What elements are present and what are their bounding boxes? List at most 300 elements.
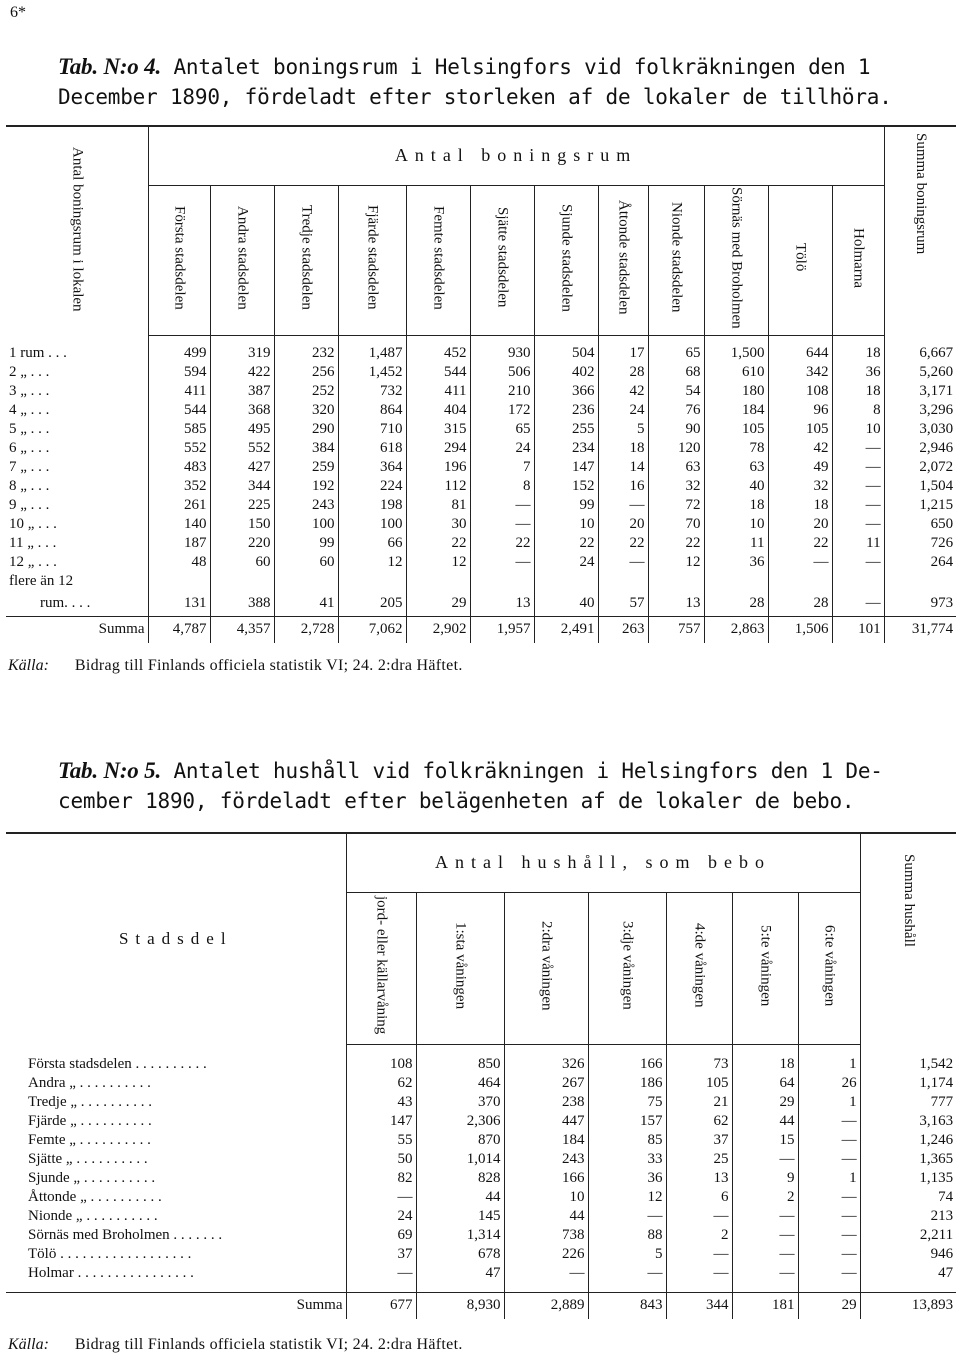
table5-row-total: 1,542: [860, 1055, 956, 1074]
table4-cell: 8: [470, 477, 534, 496]
table4-cell: 483: [184, 458, 207, 475]
table4-cell: 220: [210, 534, 274, 553]
table5-cell: 828: [416, 1169, 504, 1188]
table4-cell: 255: [534, 420, 598, 439]
table4-cell: 8: [832, 401, 884, 420]
table4-colhead-cell: [210, 186, 274, 336]
table5-cell: 26: [798, 1074, 860, 1093]
table4-cell: 504: [534, 344, 598, 363]
table4-cell: 108: [768, 382, 832, 401]
table4-cell: 315: [406, 420, 470, 439]
table5-cell: 10: [504, 1188, 588, 1207]
table4-colhead-cell: [704, 186, 768, 336]
table4-cell: —: [832, 591, 884, 617]
table4-row-label: 1 rum . . .: [6, 344, 148, 363]
table5-rowhead-cell: [6, 833, 346, 1045]
table4-row-total: 973: [884, 591, 956, 617]
table4-colhead-cell: [832, 186, 884, 336]
table4-cell: 387: [210, 382, 274, 401]
table4-row: [6, 458, 956, 477]
table5-cell: 12: [588, 1188, 666, 1207]
table5-cell: 5: [588, 1245, 666, 1264]
table5-cell: 2,306: [416, 1112, 504, 1131]
table4-row: [6, 401, 956, 420]
table5-row-total: 946: [860, 1245, 956, 1264]
table4-source-text: Bidrag till Finlands officiela statistik VI; 24. 2:dra Häftet.: [74, 657, 463, 674]
table4-source-label: Källa:: [8, 657, 49, 674]
table5-cell: —: [346, 1264, 416, 1283]
table4-row-total: 650: [884, 515, 956, 534]
table4-cell: —: [598, 496, 648, 515]
table4-row-total: 2,072: [884, 458, 956, 477]
table4-cell: 32: [648, 477, 704, 496]
table4-cell: 68: [648, 363, 704, 382]
table4-colhead: Sörnäs med Broholmen: [728, 186, 745, 329]
table4-more-label2: rum. . . .: [6, 591, 148, 617]
table4-cell: —: [832, 515, 884, 534]
table4-total-header-cell: [884, 126, 956, 336]
table5-cell: —: [798, 1131, 860, 1150]
table5-cell: 88: [588, 1226, 666, 1245]
table4-cell: 150: [210, 515, 274, 534]
table4-cell: 11: [704, 534, 768, 553]
table4-cell: 12: [406, 553, 470, 572]
table5-colhead: 5:te våningen: [757, 924, 774, 1007]
table4-cell: 49: [768, 458, 832, 477]
table4-cell: 710: [338, 420, 406, 439]
table5-cell: 43: [346, 1093, 416, 1112]
table4-cell: 57: [598, 591, 648, 617]
table4-cell: 192: [274, 477, 338, 496]
table5-row: [6, 1093, 956, 1112]
table4-cell: 32: [768, 477, 832, 496]
table4-sum-cell: 2,728: [274, 617, 338, 643]
table5-colhead-cell: [346, 893, 416, 1045]
table5-row-total: 74: [860, 1188, 956, 1207]
table4-cell: 180: [704, 382, 768, 401]
table4-cell: 256: [274, 363, 338, 382]
table4-row: [6, 534, 956, 553]
table5-colhead-cell: [798, 893, 860, 1045]
table5-cell: 1: [798, 1093, 860, 1112]
table5-cell: —: [588, 1207, 666, 1226]
table4-cell: 172: [470, 401, 534, 420]
table4-row: [6, 382, 956, 401]
table5-cell: —: [588, 1264, 666, 1283]
table4-row-total: 3,296: [884, 401, 956, 420]
table4-sum-cell: 101: [832, 617, 884, 643]
table5-cell: 15: [732, 1131, 798, 1150]
table4-cell: 60: [210, 553, 274, 572]
table4-row-label: 9 „ . . .: [6, 496, 148, 515]
table5-row-label: Holmar . . . . . . . . . . . . . . . .: [6, 1264, 346, 1283]
table4-row-more-label: [6, 572, 956, 591]
table5-cell: —: [732, 1226, 798, 1245]
table5-row-label: Sjunde „ . . . . . . . . . .: [6, 1169, 346, 1188]
table4-cell: 14: [598, 458, 648, 477]
table4-row-label: 11 „ . . .: [6, 534, 148, 553]
table5-row-total: 213: [860, 1207, 956, 1226]
table4-cell: 36: [704, 553, 768, 572]
table5-cell: 166: [504, 1169, 588, 1188]
table4-row: [6, 439, 956, 458]
table5-cell: 73: [666, 1055, 732, 1074]
table5-cell: 166: [588, 1055, 666, 1074]
table5-title-line2: cember 1890, fördeladt efter belägenheten af de lokaler de bebo.: [58, 789, 855, 813]
table5-cell: 145: [416, 1207, 504, 1226]
table4-cell: 20: [598, 515, 648, 534]
table4-row-total: 1,215: [884, 496, 956, 515]
table5-cell: —: [732, 1264, 798, 1283]
table5-row: [6, 1245, 956, 1264]
table5-sum-cell: 843: [588, 1293, 666, 1319]
table4-cell: 205: [338, 591, 406, 617]
table5-cell: 105: [666, 1074, 732, 1093]
table4-colhead-cell: [274, 186, 338, 336]
table4-cell: 42: [768, 439, 832, 458]
table5-sum-cell: 181: [732, 1293, 798, 1319]
table5-colhead: 2:dra våningen: [538, 920, 555, 1011]
table5-row: [6, 1207, 956, 1226]
table4-cell: 100: [274, 515, 338, 534]
table4-cell: 290: [274, 420, 338, 439]
table5-row-label: Tölö . . . . . . . . . . . . . . . . . .: [6, 1245, 346, 1264]
table4-cell: 352: [184, 477, 207, 494]
table4-cell: 224: [338, 477, 406, 496]
table5-colhead-cell: [732, 893, 798, 1045]
table4: [6, 125, 956, 643]
table4-cell: 99: [274, 534, 338, 553]
table4-cell: 232: [274, 344, 338, 363]
table5-total-header: Summa hushåll: [900, 854, 917, 947]
table5-colhead-cell: [588, 893, 666, 1045]
table5-cell: 184: [504, 1131, 588, 1150]
table4-cell: 40: [704, 477, 768, 496]
table4-row-total: 3,030: [884, 420, 956, 439]
table4-cell: 147: [534, 458, 598, 477]
table4-row-label: 2 „ . . .: [6, 363, 148, 382]
table5-cell: 44: [416, 1188, 504, 1207]
table5-row-label: Tredje „ . . . . . . . . . .: [6, 1093, 346, 1112]
table4-cell: 112: [406, 477, 470, 496]
table4-colhead: Femte stadsdelen: [430, 205, 447, 310]
table5-cell: 44: [504, 1207, 588, 1226]
table5-cell: 82: [346, 1169, 416, 1188]
table5-row: [6, 1150, 956, 1169]
table4-rowhead: Antal boningsrum i lokalen: [69, 147, 86, 312]
table4-cell: 495: [210, 420, 274, 439]
table4-row-label: 3 „ . . .: [6, 382, 148, 401]
table5-cell: —: [504, 1264, 588, 1283]
table4-cell: 384: [274, 439, 338, 458]
table4-cell: 225: [210, 496, 274, 515]
table4-cell: 864: [338, 401, 406, 420]
table4-cell: 96: [768, 401, 832, 420]
table4-cell: 259: [274, 458, 338, 477]
table4-cell: 368: [210, 401, 274, 420]
table4-sum-cell: 4,357: [210, 617, 274, 643]
table5-cell: 18: [732, 1055, 798, 1074]
table5-cell: 50: [346, 1150, 416, 1169]
table4-row: [6, 420, 956, 439]
table5-cell: —: [798, 1112, 860, 1131]
table4-cell: 24: [470, 439, 534, 458]
table4-cell: 320: [274, 401, 338, 420]
table4-cell: 28: [598, 363, 648, 382]
table5-number: Tab. N:o 5.: [58, 758, 162, 783]
table5-cell: —: [666, 1264, 732, 1283]
table5-cell: 62: [346, 1074, 416, 1093]
table4-cell: 29: [406, 591, 470, 617]
table5: [6, 832, 956, 1319]
table4-cell: 63: [704, 458, 768, 477]
table5-cell: 267: [504, 1074, 588, 1093]
table4-cell: 16: [598, 477, 648, 496]
table4-cell: 499: [184, 344, 207, 361]
table5-colhead-cell: [504, 893, 588, 1045]
table4-cell: 22: [534, 534, 598, 553]
table4-row-label: 4 „ . . .: [6, 401, 148, 420]
table4-cell: 48: [191, 553, 207, 570]
table4-cell: 618: [338, 439, 406, 458]
table4-sum-total: 31,774: [884, 617, 956, 643]
table5-row-total: 1,246: [860, 1131, 956, 1150]
table4-group-header: Antal boningsrum: [394, 144, 638, 165]
table4-cell: 20: [768, 515, 832, 534]
table5-rowhead: Stadsdel: [118, 928, 233, 948]
table4-row-label: 6 „ . . .: [6, 439, 148, 458]
table4-cell: 66: [338, 534, 406, 553]
table5-cell: 6: [666, 1188, 732, 1207]
table4-sum-row: [6, 617, 956, 643]
table5-cell: 238: [504, 1093, 588, 1112]
table4-cell: 187: [184, 534, 207, 551]
table5-cell: —: [732, 1150, 798, 1169]
table4-sum-cell: 4,787: [148, 617, 210, 643]
table4-row: [6, 477, 956, 496]
table5-row-label: Sjätte „ . . . . . . . . . .: [6, 1150, 346, 1169]
table4-row: [6, 515, 956, 534]
table4-cell: 12: [338, 553, 406, 572]
table4-cell: 366: [534, 382, 598, 401]
table4-colhead: Sjunde stadsdelen: [558, 203, 575, 312]
table4-cell: —: [470, 515, 534, 534]
table4-sum-cell: 1,957: [470, 617, 534, 643]
table4-cell: 140: [184, 515, 207, 532]
table5-cell: 678: [416, 1245, 504, 1264]
table4-sum-cell: 1,506: [768, 617, 832, 643]
table5-cell: 738: [504, 1226, 588, 1245]
table4-cell: —: [598, 553, 648, 572]
table5-colhead: 1:sta våningen: [452, 921, 469, 1010]
table5-colhead: jord- eller källarvåning: [373, 896, 390, 1035]
table4-source: [8, 657, 463, 675]
table5-caption: [58, 756, 938, 816]
table5-sum-label: Summa: [6, 1293, 346, 1319]
table5-cell: 47: [416, 1264, 504, 1283]
table5-sum-cell: 2,889: [504, 1293, 588, 1319]
table5-cell: 870: [416, 1131, 504, 1150]
table4-cell: 506: [470, 363, 534, 382]
table4-colhead: Andra stadsdelen: [234, 205, 251, 310]
table4-cell: 152: [534, 477, 598, 496]
table4-cell: 18: [704, 496, 768, 515]
table4-cell: 42: [598, 382, 648, 401]
table5-cell: 326: [504, 1055, 588, 1074]
table5-cell: 1,314: [416, 1226, 504, 1245]
table4-cell: 78: [704, 439, 768, 458]
table5-cell: 226: [504, 1245, 588, 1264]
table4-row-total: 726: [884, 534, 956, 553]
table4-cell: 427: [210, 458, 274, 477]
table5-row: [6, 1055, 956, 1074]
table4-cell: 402: [534, 363, 598, 382]
table4-cell: 24: [534, 553, 598, 572]
table5-cell: —: [798, 1264, 860, 1283]
table4-colhead: Sjätte stadsdelen: [494, 207, 511, 308]
table4-cell: 644: [768, 344, 832, 363]
table5-row: [6, 1131, 956, 1150]
table4-colhead-cell: [338, 186, 406, 336]
table4-cell: 18: [768, 496, 832, 515]
table4-cell: 5: [598, 420, 648, 439]
table4-sum-cell: 7,062: [338, 617, 406, 643]
table5-sum-cell: 29: [798, 1293, 860, 1319]
table4-cell: 22: [768, 534, 832, 553]
table5-cell: 157: [588, 1112, 666, 1131]
table5-sum-cell: 8,930: [416, 1293, 504, 1319]
table5-cell: 447: [504, 1112, 588, 1131]
table4-cell: 196: [406, 458, 470, 477]
table5-row-label: Sörnäs med Broholmen . . . . . . .: [6, 1226, 346, 1245]
table4-cell: 388: [210, 591, 274, 617]
table4-sum-cell: 2,863: [704, 617, 768, 643]
table4-cell: 243: [274, 496, 338, 515]
table4-cell: —: [768, 553, 832, 572]
table4-cell: —: [832, 553, 884, 572]
table4-cell: 72: [648, 496, 704, 515]
table4-cell: 11: [832, 534, 884, 553]
table5-cell: 108: [346, 1055, 416, 1074]
table5-cell: —: [732, 1207, 798, 1226]
table4-number: Tab. N:o 4.: [58, 54, 162, 79]
table4-cell: 120: [648, 439, 704, 458]
table4-cell: 22: [598, 534, 648, 553]
table4-cell: 22: [648, 534, 704, 553]
table4-cell: 65: [470, 420, 534, 439]
table5-cell: 75: [588, 1093, 666, 1112]
table4-cell: 105: [704, 420, 768, 439]
table5-row-label: Femte „ . . . . . . . . . .: [6, 1131, 346, 1150]
table4-cell: 36: [832, 363, 884, 382]
table4-cell: 10: [704, 515, 768, 534]
table5-row-total: 1,135: [860, 1169, 956, 1188]
table5-cell: 13: [666, 1169, 732, 1188]
table5-sum-total: 13,893: [860, 1293, 956, 1319]
table5-colhead-cell: [666, 893, 732, 1045]
table4-cell: —: [470, 496, 534, 515]
table5-cell: 36: [588, 1169, 666, 1188]
table4-colhead-cell: [534, 186, 598, 336]
table4-more-label1: flere än 12: [6, 572, 148, 591]
table5-row-total: 777: [860, 1093, 956, 1112]
table4-row-total: 1,504: [884, 477, 956, 496]
table4-cell: 404: [406, 401, 470, 420]
table4-cell: 10: [832, 420, 884, 439]
table4-sum-cell: 263: [598, 617, 648, 643]
table5-source-text: Bidrag till Finlands officiela statistik VI; 24. 2:dra Häftet.: [74, 1336, 463, 1353]
table5-row: [6, 1112, 956, 1131]
table5-cell: 2: [666, 1226, 732, 1245]
table4-cell: 12: [648, 553, 704, 572]
table4-cell: 41: [274, 591, 338, 617]
table4-row-label: 10 „ . . .: [6, 515, 148, 534]
table4-caption: [58, 52, 938, 112]
table4-cell: —: [832, 439, 884, 458]
table4-cell: 60: [274, 553, 338, 572]
table4-cell: 594: [184, 363, 207, 380]
table4-row-label: 5 „ . . .: [6, 420, 148, 439]
table5-row-label: Första stadsdelen . . . . . . . . . .: [6, 1055, 346, 1074]
table4-cell: 22: [406, 534, 470, 553]
table4-cell: 236: [534, 401, 598, 420]
table4-cell: 24: [598, 401, 648, 420]
table5-title-line1: Antalet hushåll vid folkräkningen i Helsingfors den 1 De-: [173, 759, 883, 783]
table5-cell: 44: [732, 1112, 798, 1131]
table5-cell: 147: [346, 1112, 416, 1131]
table4-cell: 17: [598, 344, 648, 363]
table4-cell: 1,487: [338, 344, 406, 363]
table5-cell: 1: [798, 1055, 860, 1074]
table4-cell: 610: [704, 363, 768, 382]
table5-cell: 55: [346, 1131, 416, 1150]
table4-cell: 65: [648, 344, 704, 363]
table4-cell: 184: [704, 401, 768, 420]
table4-colhead-cell: [406, 186, 470, 336]
table5-source-label: Källa:: [8, 1336, 49, 1353]
table5-sum-cell: 677: [346, 1293, 416, 1319]
table4-cell: —: [832, 477, 884, 496]
table4-total-header: Summa boningsrum: [912, 133, 929, 255]
page-number: 6*: [10, 4, 26, 21]
table5-cell: 25: [666, 1150, 732, 1169]
table4-cell: 54: [648, 382, 704, 401]
table5-cell: —: [346, 1188, 416, 1207]
table4-colhead: Tredje stadsdelen: [298, 205, 315, 310]
table4-cell: 198: [338, 496, 406, 515]
table4-cell: 210: [470, 382, 534, 401]
table5-colhead: 3:dje våningen: [619, 921, 636, 1010]
table4-cell: 252: [274, 382, 338, 401]
table4-cell: 1,452: [338, 363, 406, 382]
table5-row-total: 2,211: [860, 1226, 956, 1245]
table5-cell: 186: [588, 1074, 666, 1093]
table4-cell: 1,500: [704, 344, 768, 363]
table4-row: [6, 553, 956, 572]
table4-cell: 30: [406, 515, 470, 534]
table5-row-label: Åttonde „ . . . . . . . . . .: [6, 1188, 346, 1207]
table4-sum-cell: 757: [648, 617, 704, 643]
table4-row-total: 3,171: [884, 382, 956, 401]
table4-rowhead-cell: [6, 126, 148, 336]
table5-cell: —: [798, 1245, 860, 1264]
table4-colhead-cell: [648, 186, 704, 336]
table5-group-header-cell: [346, 833, 860, 893]
table4-cell: 18: [832, 344, 884, 363]
table5-cell: 21: [666, 1093, 732, 1112]
table4-row: [6, 363, 956, 382]
table5-cell: —: [798, 1188, 860, 1207]
